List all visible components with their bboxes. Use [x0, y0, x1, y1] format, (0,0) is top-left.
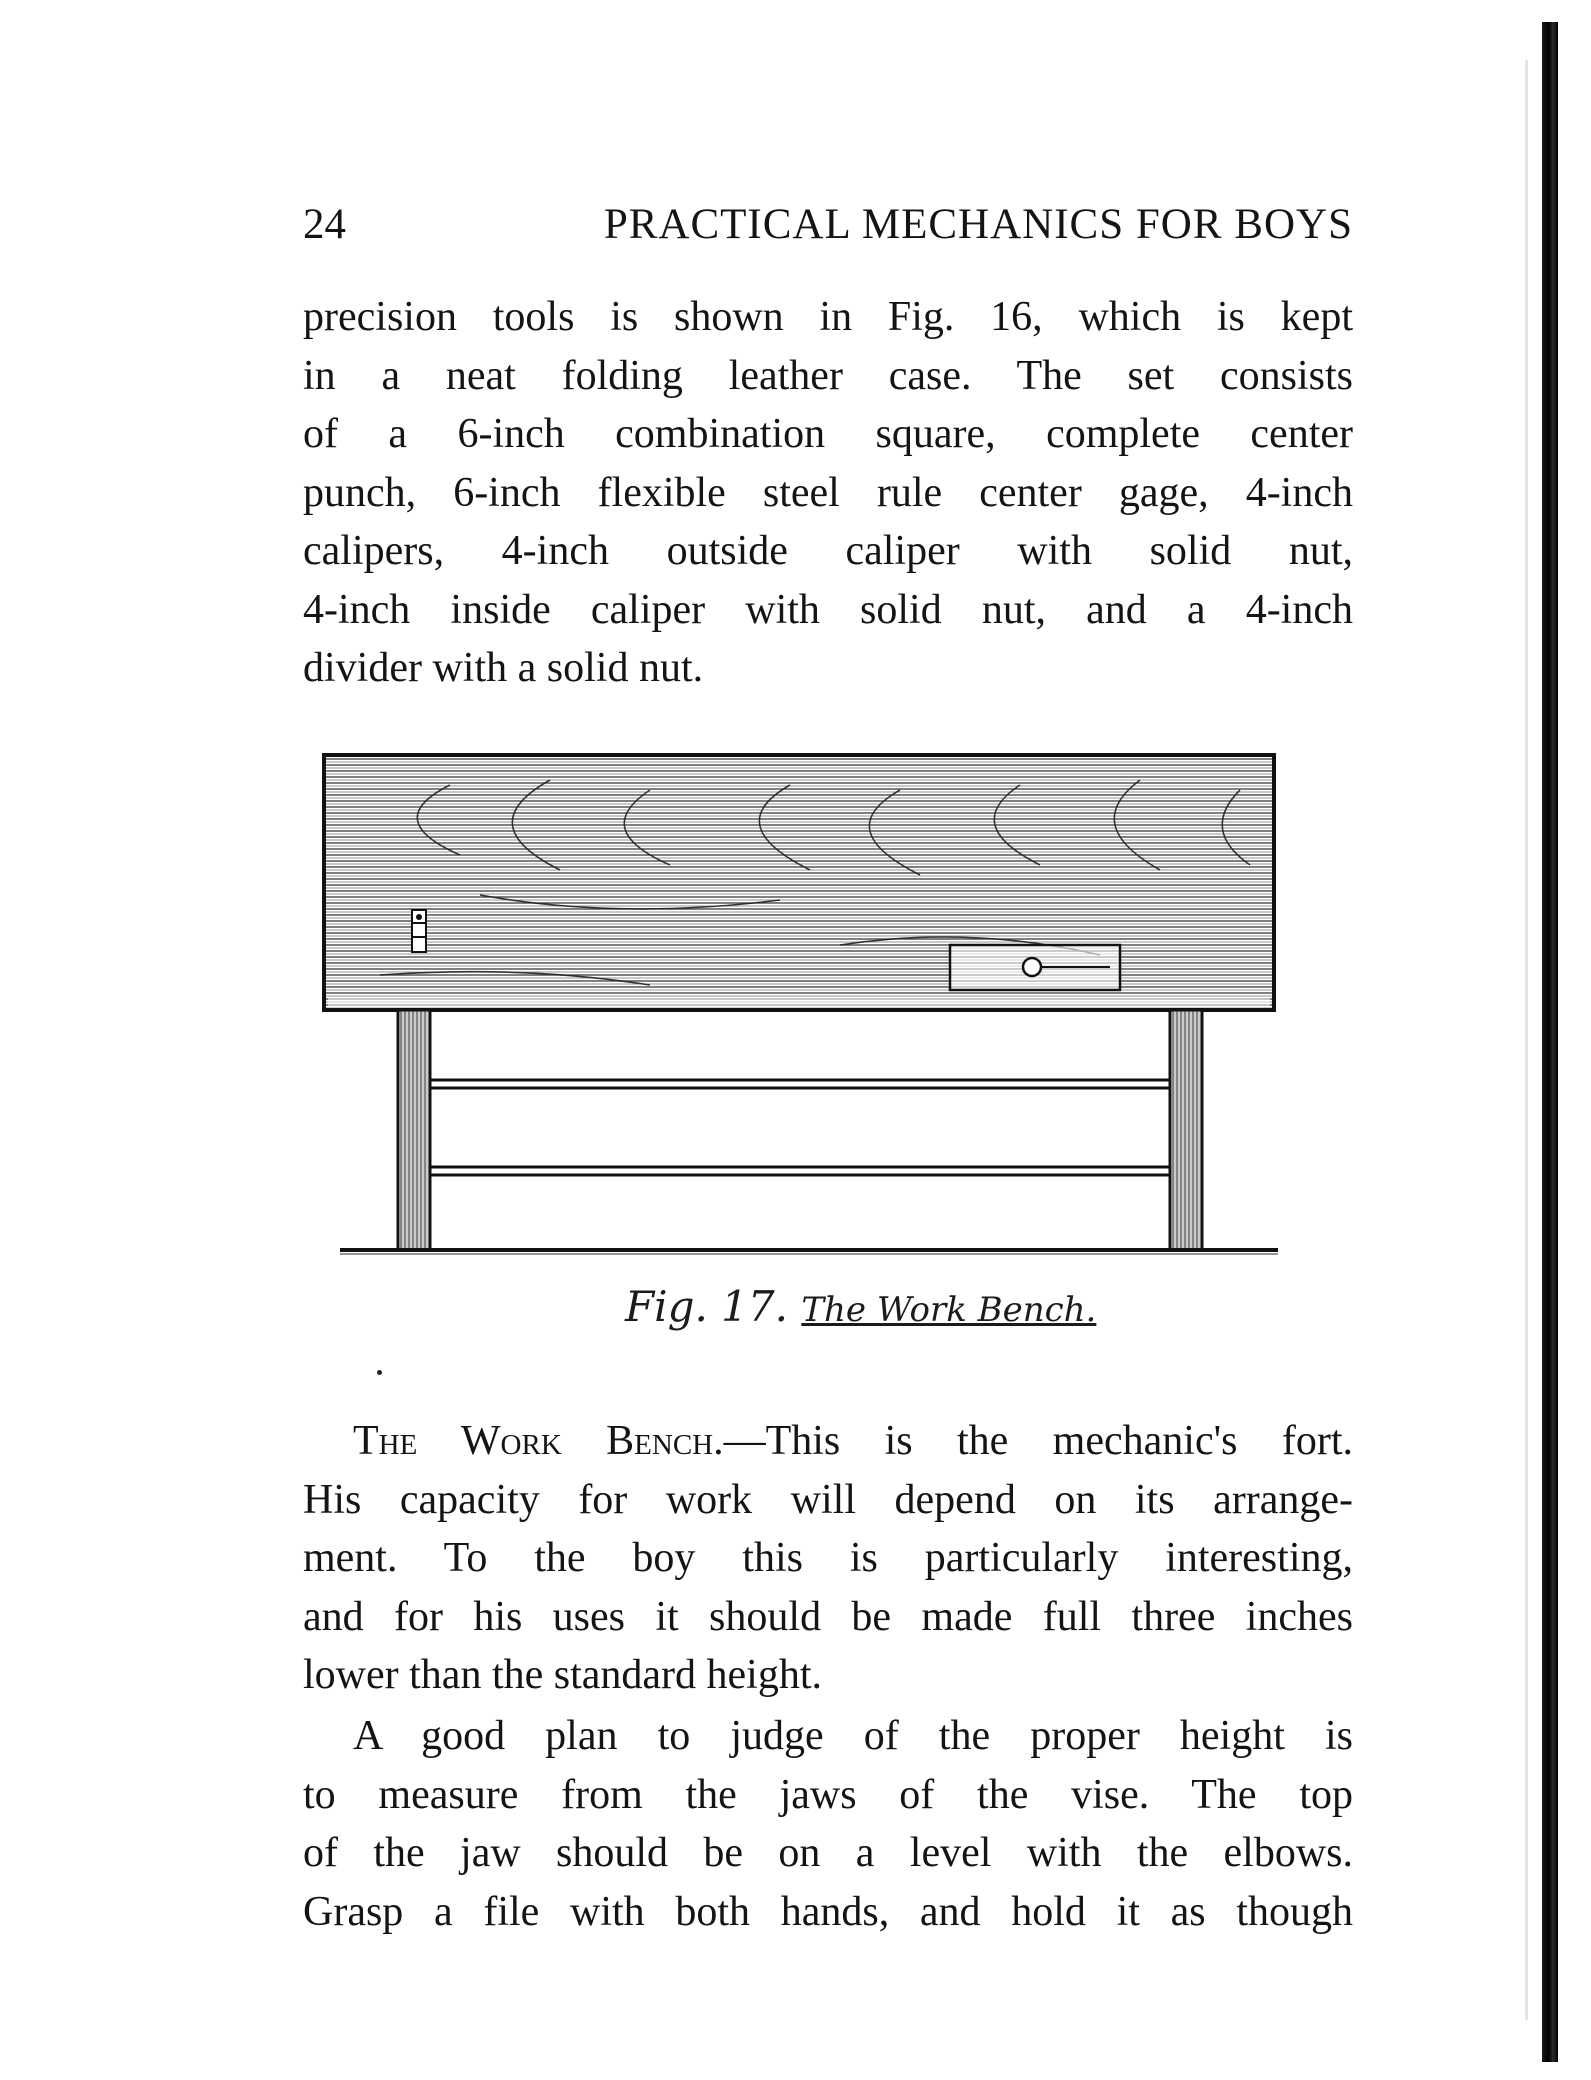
- page-number: 24: [303, 201, 346, 248]
- running-header: [303, 200, 1353, 249]
- bench-vise: [950, 945, 1120, 990]
- text-line: of a 6-inch combination square, complete center: [303, 411, 1353, 457]
- paragraph-work-bench: [303, 1412, 1353, 1705]
- bench-stop: [412, 910, 426, 952]
- figure-caption-label: Fig. 17.: [625, 1282, 788, 1331]
- section-heading: The Work Bench.: [353, 1418, 724, 1464]
- text-line: and for his uses it should be made full three inches: [303, 1593, 1353, 1640]
- text-line: His capacity for work will depend on its arrange-: [303, 1476, 1353, 1523]
- text-line: A good plan to judge of the proper height is: [353, 1713, 1353, 1759]
- work-bench-illustration: [320, 745, 1290, 1345]
- paragraph-proper-height: [303, 1707, 1353, 1941]
- text-line: precision tools is shown in Fig. 16, which is kept: [303, 294, 1353, 340]
- text-line: ment. To the boy this is particularly interesting,: [303, 1535, 1353, 1581]
- text-line: punch, 6-inch flexible steel rule center gage, 4-inch: [303, 469, 1353, 516]
- text-line: divider with a solid nut.: [303, 645, 704, 691]
- text-line: Grasp a file with both hands, and hold it as though: [303, 1888, 1353, 1935]
- figure-caption-title: The Work Bench.: [801, 1290, 1097, 1330]
- bench-frame: [340, 1010, 1278, 1254]
- text-line: 4-inch inside caliper with solid nut, and a 4-inch: [303, 586, 1353, 633]
- text-line-rest: —This is the mechanic's fort.: [723, 1418, 1353, 1464]
- page-shadow: [1525, 60, 1528, 2020]
- bench-top: [324, 755, 1274, 1010]
- text-line: of the jaw should be on a level with the elbows.: [303, 1830, 1353, 1876]
- text-line: lower than the standard height.: [303, 1652, 823, 1698]
- print-speck: [377, 1370, 382, 1375]
- running-title: PRACTICAL MECHANICS FOR BOYS: [603, 201, 1353, 248]
- paragraph-precision-tools: [303, 288, 1353, 698]
- text-line: calipers, 4-inch outside caliper with solid nut,: [303, 528, 1353, 574]
- text-line: to measure from the jaws of the vise. The top: [303, 1771, 1353, 1818]
- book-spine-edge: [1542, 22, 1558, 2062]
- text-line: [303, 1412, 1353, 1471]
- text-line: in a neat folding leather case. The set consists: [303, 352, 1353, 399]
- figure-caption: [625, 1282, 1145, 1331]
